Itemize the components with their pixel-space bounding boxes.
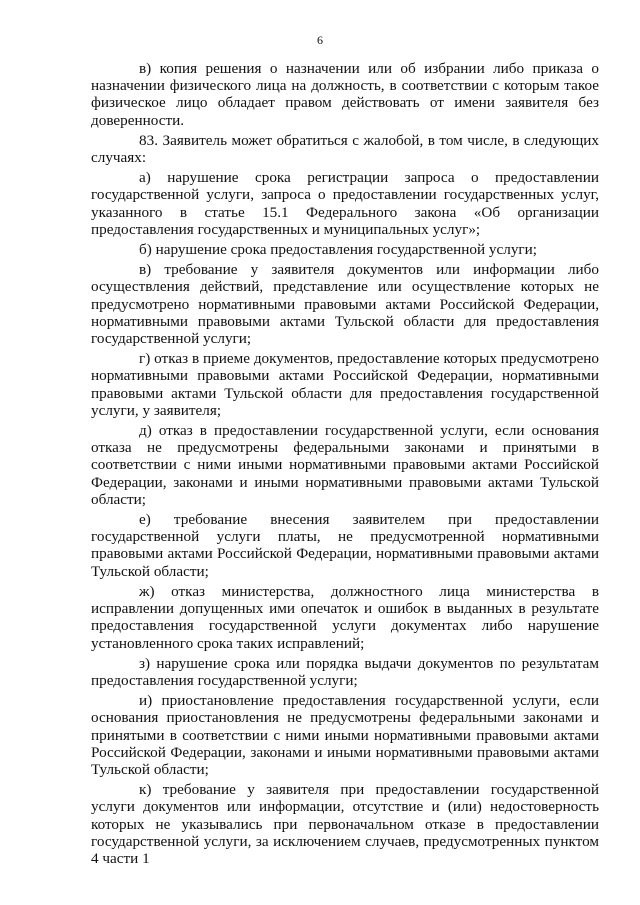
paragraph-z-issuance-violation: з) нарушение срока или порядка выдачи документов по результатам предоставления государственной услуги; <box>91 654 599 689</box>
paragraph-d-service-refusal: д) отказ в предоставлении государственной услуги, если основания отказа не предусмотрены федеральными законами и принятыми в соответствии с ними иными нормативными правовыми актами Российской Федерации, законами и иными нормативными правовыми актами Тульской области; <box>91 422 599 508</box>
paragraph-i-service-suspension: и) приостановление предоставления государственной услуги, если основания приостановления не предусмотрены федеральными законами и принятыми в соответствии с ними иными нормативными правовыми актами Российской Федерации, законами и иными нормативными правовыми актами Тульской области; <box>91 692 599 778</box>
paragraph-v-decision-copy: в) копия решения о назначении или об избрании либо приказа о назначении физического лица на должность, в соответствии с которым такое физическое лицо обладает правом действовать от имени заявителя без доверенности. <box>91 60 599 129</box>
paragraph-e-fee-requirement: е) требование внесения заявителем при предоставлении государственной услуги платы, не предусмотренной нормативными правовыми актами Российской Федерации, нормативными правовыми актами Тульской области; <box>91 511 599 580</box>
paragraph-zh-error-correction-refusal: ж) отказ министерства, должностного лица министерства в исправлении допущенных ими опечаток и ошибок в выданных в результате предоставления государственной услуги документах либо нарушение установленного срока таких исправлений; <box>91 582 599 652</box>
paragraph-b-service-deadline: б) нарушение срока предоставления государственной услуги; <box>139 241 537 259</box>
paragraph-a-registration-deadline: а) нарушение срока регистрации запроса о предоставлении государственной услуги, запроса о предоставлении государственных услуг, указанного в статье 15.1 Федерального закона «Об организации предоставления государственных и муниципальных услуг»; <box>91 169 599 238</box>
paragraph-k-unlisted-documents: к) требование у заявителя при предоставлении государственной услуги документов или информации, отсутствие и (или) недостоверность которых не указывались при первоначальном отказе в предоставлении государственной услуги, за исключением случаев, предусмотренных пунктом 4 части 1 <box>91 781 599 867</box>
paragraph-v-document-requirement: в) требование у заявителя документов или информации либо осуществления действий, представление или осуществление которых не предусмотрено нормативными правовыми актами Российской Федерации, нормативными правовыми актами Тульской области для предоставления государственной услуги; <box>91 261 599 348</box>
page-number: 6 <box>317 33 323 47</box>
paragraph-g-document-refusal: г) отказ в приеме документов, предоставление которых предусмотрено нормативными правовыми актами Российской Федерации, нормативными правовыми актами Тульской области для предоставления государственной услуги, у заявителя; <box>91 350 599 419</box>
paragraph-83-complaint-cases: 83. Заявитель может обратиться с жалобой, в том числе, в следующих случаях: <box>91 131 599 167</box>
document-body <box>91 60 599 870</box>
